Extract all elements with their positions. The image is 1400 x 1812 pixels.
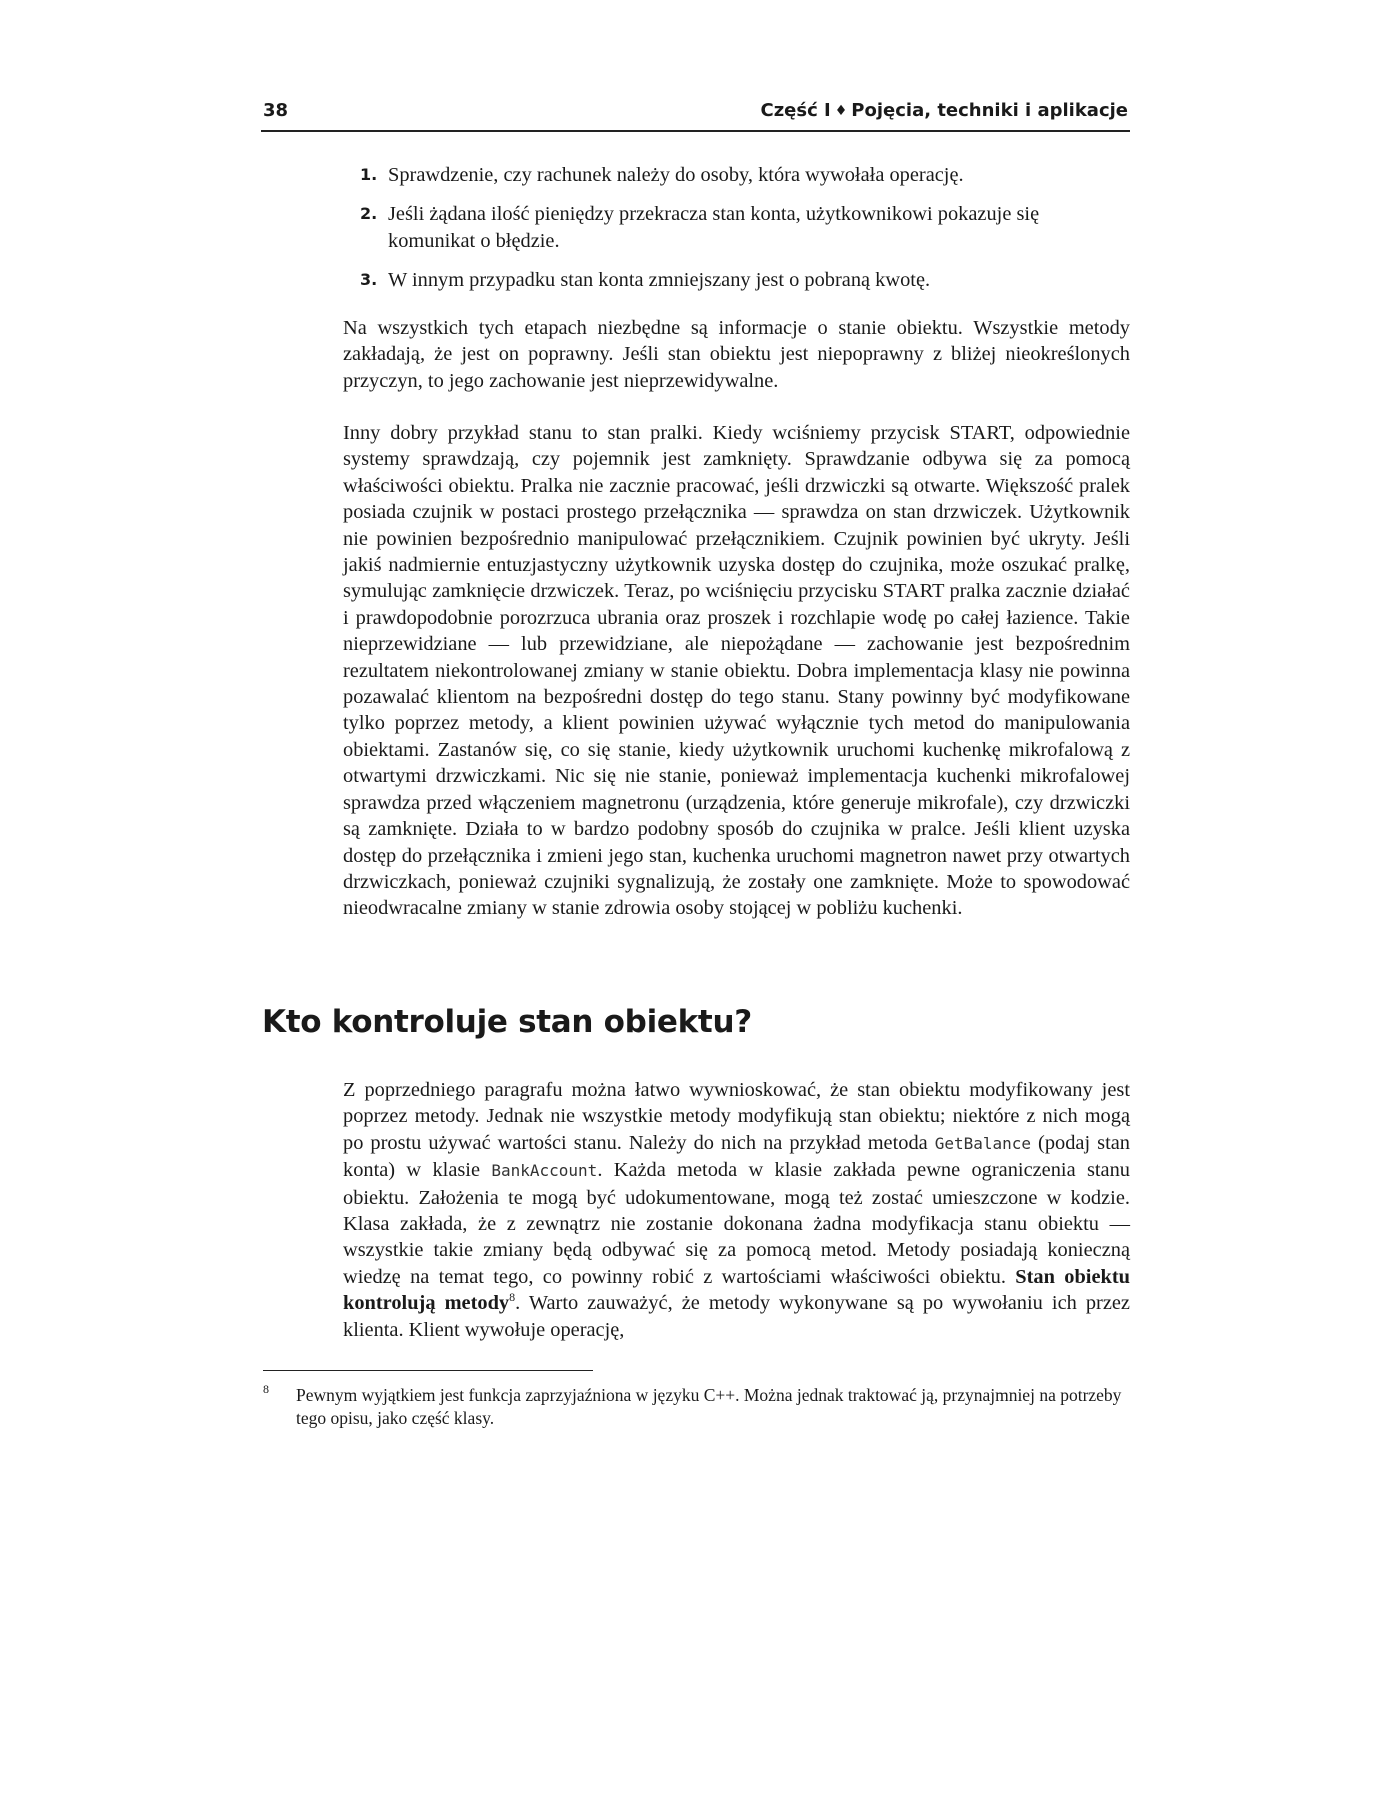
- code-bank-account: BankAccount: [491, 1161, 598, 1181]
- paragraph-text: (podaj stan konta) w klasie: [343, 1131, 1130, 1182]
- list-item-text: Jeśli żądana ilość pieniędzy przekracza stan konta, użytkownikowi pokazuje się komunikat o błędzie.: [388, 203, 1040, 252]
- bold-statement: Stan obiektu kontrolują metody: [343, 1265, 1130, 1315]
- list-item-text: W innym przypadku stan konta zmniejszany jest o pobraną kwotę.: [388, 269, 931, 292]
- section-heading: Kto kontroluje stan obiektu?: [262, 1004, 752, 1040]
- diamond-separator-icon: ♦: [834, 103, 848, 119]
- running-title-part: Część I: [760, 100, 831, 121]
- list-item-text: Sprawdzenie, czy rachunek należy do osoby, która wywołała operację.: [388, 164, 964, 186]
- footnote: [263, 1384, 1130, 1430]
- paragraph-text: Z poprzedniego paragrafu można łatwo wywnioskować, że stan obiektu modyfikowany jest poprzez metody. Jednak nie wszystkie metody modyfikują stan obiektu; niektóre z nich mogą po prostu używać wartości stanu. Należy do nich na przykład metoda: [343, 1079, 1130, 1154]
- paragraph-text: . Warto zauważyć, że metody wykonywane są po wywołaniu ich przez klienta. Klient wywołuje operację,: [343, 1292, 1130, 1341]
- footnote-reference: 8: [509, 1290, 516, 1305]
- running-title-chapter: Pojęcia, techniki i aplikacje: [851, 100, 1128, 121]
- list-item: [343, 201, 1130, 254]
- footnote-text: Pewnym wyjątkiem jest funkcja zaprzyjaźniona w języku C++. Można jednak traktować ją, przynajmniej na potrzeby tego opisu, jako część klasy.: [296, 1385, 1122, 1428]
- list-item-number: 3.: [360, 270, 378, 290]
- page-header: [261, 100, 1130, 132]
- list-item-number: 2.: [360, 204, 378, 224]
- list-item-number: 1.: [360, 165, 378, 184]
- footnote-mark: 8: [263, 1382, 269, 1396]
- code-get-balance: GetBalance: [934, 1133, 1032, 1153]
- footnote-divider: [263, 1370, 593, 1371]
- running-title: [760, 100, 1128, 121]
- paragraph-washing-machine: Inny dobry przykład stanu to stan pralki. Kiedy wciśniemy przycisk START, odpowiednie systemy sprawdzają, czy pojemnik jest zamknięty. Sprawdzanie odbywa się za pomocą właściwości obiektu. Pralka nie zacznie pracować, jeśli drzwiczki są otwarte. Większość pralek posiada czujnik w postaci prostego przełącznika — sprawdza on stan drzwiczek. Użytkownik nie powinien bezpośrednio manipulować przełącznikiem. Czujnik powinien być ukryty. Jeśli jakiś nadmiernie entuzjastyczny użytkownik uzyska dostęp do czujnika, może oszukać pralkę, symulując zamknięcie drzwiczek. Teraz, po wciśnięciu przycisku START pralka zacznie działać i prawdopodobnie porozrzuca ubrania oraz proszek i rozchlapie wodę po całej łazience. Takie nieprzewidziane — lub przewidziane, ale niepożądane — zachowanie jest bezpośrednim rezultatem niekontrolowanej zmiany w stanie obiektu. Dobra implementacja klasy nie powinna pozawalać klientom na bezpośredni dostęp do tego stanu. Stany powinny być modyfikowane tylko poprzez metody, a klient powinien używać wyłącznie tych metod do manipulowania obiektami. Zastanów się, co się stanie, kiedy użytkownik uruchomi kuchenkę mikrofalową z otwartymi drzwiczkami. Nic się nie stanie, ponieważ implementacja kuchenki mikrofalowej sprawdza przed włączeniem magnetronu (urządzenia, które generuje mikrofale), czy drzwiczki są zamknięte. Działa to w bardzo podobny sposób do czujnika w pralce. Jeśli klient uzyska dostęp do przełącznika i zmieni jego stan, kuchenka uruchomi magnetron nawet przy otwartych drzwiczkach, ponieważ czujniki sygnalizują, że zostały one zamknięte. Może to spowodować nieodwracalne zmiany w stanie zdrowia osoby stojącej w pobliżu kuchenki.: [343, 422, 1130, 920]
- list-item: [343, 162, 1130, 188]
- steps-list: [343, 162, 1130, 307]
- page-number: 38: [263, 100, 289, 121]
- paragraph-text: . Każda metoda w klasie zakłada pewne ograniczenia stanu obiektu. Założenia te mogą być udokumentowane, mogą też zostać umieszczone w kodzie. Klasa zakłada, że z zewnątrz nie zostanie dokonana żadna modyfikacja stanu obiektu — wszystkie takie zmiany będą odbywać się za pomocą metod. Metody posiadają konieczną wiedzę na temat tego, co powinny robić z wartościami właściwości obiektu.: [343, 1159, 1130, 1288]
- paragraph-state-info: Na wszystkich tych etapach niezbędne są informacje o stanie obiektu. Wszystkie metody zakładają, że jest on poprawny. Jeśli stan obiektu jest niepoprawny z bliżej nieokreślonych przyczyn, to jego zachowanie jest nieprzewidywalne.: [343, 317, 1130, 392]
- list-item: [343, 267, 1130, 293]
- paragraph-state-control: [343, 1077, 1130, 1343]
